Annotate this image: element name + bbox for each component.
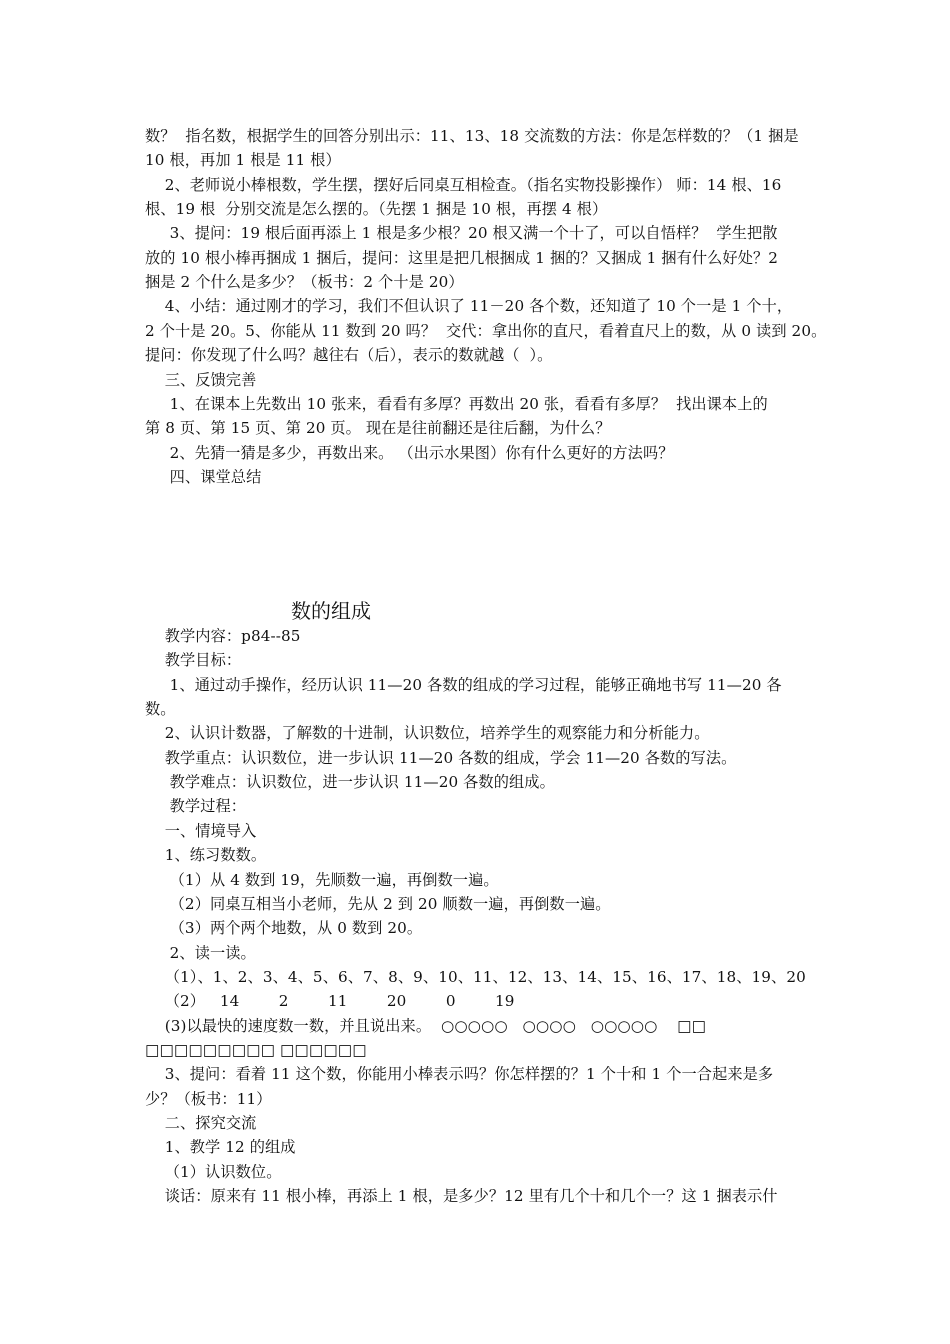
- text-line: (3)以最快的速度数一数，并且说出来。 ○○○○○ ○○○○ ○○○○○ □□: [145, 1016, 707, 1035]
- text-line: 三、反馈完善: [145, 370, 257, 389]
- text-line: 4、小结：通过刚才的学习，我们不但认识了 11－20 各个数，还知道了 10 个一是 1 个十，: [145, 297, 793, 316]
- text-line: 1、在课本上先数出 10 张来，看看有多厚？再数出 20 张，看看有多厚？ 找出课本上的: [145, 394, 768, 413]
- text-line: □□□□□□□□□ □□□□□□: [145, 1040, 367, 1059]
- text-line: 1、练习数数。: [145, 846, 267, 865]
- text-line: 二、探究交流: [145, 1114, 257, 1132]
- text-line: 放的 10 根小棒再捆成 1 捆后，提问：这里是把几根捆成 1 捆的？又捆成 1 捆有什么好处？2: [145, 248, 779, 267]
- section-title: 数的组成: [291, 599, 371, 623]
- text-line: 谈话：原来有 11 根小棒，再添上 1 根，是多少？12 里有几个十和几个一？这 1 捆表示什: [145, 1187, 778, 1206]
- text-line: 教学过程：: [145, 797, 247, 816]
- text-line: 3、提问：看着 11 这个数，你能用小棒表示吗？你怎样摆的？1 个十和 1 个一合起来是多: [145, 1065, 774, 1084]
- text-line: 教学目标：: [145, 651, 242, 670]
- text-line: 教学重点：认识数位，进一步认识 11—20 各数的组成，学会 11—20 各数的写法。: [145, 748, 737, 767]
- text-line: 10 根，再加 1 根是 11 根）: [145, 151, 341, 170]
- text-line: 提问：你发现了什么吗？越往右（后），表示的数就越（ ）。: [145, 346, 553, 365]
- text-line: （1）认识数位。: [145, 1162, 282, 1181]
- text-line: 教学内容：p84--85: [145, 627, 301, 645]
- text-line: （3）两个两个地数，从 0 数到 20。: [145, 919, 423, 938]
- text-line: 3、提问：19 根后面再添上 1 根是多少根？20 根又满一个十了，可以自悟样？ 学生把散: [145, 224, 778, 243]
- text-line: 1、教学 12 的组成: [145, 1138, 296, 1157]
- text-line: 2、认识计数器，了解数的十进制，认识数位，培养学生的观察能力和分析能力。: [145, 724, 710, 743]
- text-line: （2）同桌互相当小老师，先从 2 到 20 顺数一遍，再倒数一遍。: [145, 894, 611, 913]
- text-line: 教学难点：认识数位，进一步认识 11—20 各数的组成。: [145, 773, 555, 792]
- text-line: 2、先猜一猜是多少，再数出来。 （出示水果图）你有什么更好的方法吗？: [145, 443, 674, 462]
- text-line: 数？ 指名数，根据学生的回答分别出示：11、13、18 交流数的方法：你是怎样数的？（1 捆是: [145, 127, 799, 145]
- text-line: 2、读一读。: [145, 943, 256, 962]
- text-line: 少？（板书：11）: [145, 1089, 272, 1108]
- text-line: （2） 14 2 11 20 0 19: [145, 992, 515, 1011]
- text-line: 2 个十是 20。5、你能从 11 数到 20 吗？ 交代：拿出你的直尺，看着直尺上的数，从 0 读到 20。: [145, 321, 827, 340]
- text-line: 捆是 2 个什么是多少？（板书：2 个十是 20）: [145, 273, 464, 292]
- text-line: 1、通过动手操作，经历认识 11—20 各数的组成的学习过程，能够正确地书写 11—20 各: [145, 675, 782, 694]
- text-line: 一、情境导入: [145, 821, 257, 840]
- text-line: 四、课堂总结: [145, 467, 262, 486]
- text-line: 第 8 页、第 15 页、第 20 页。 现在是往前翻还是往后翻，为什么？: [145, 419, 611, 438]
- text-line: 数。: [145, 700, 176, 719]
- text-line: 根、19 根 分别交流是怎么摆的。（先摆 1 捆是 10 根，再摆 4 根）: [145, 200, 608, 219]
- text-line: （1）、1、2、3、4、5、6、7、8、9、10、11、12、13、14、15、16、17、18、19、20: [145, 967, 806, 986]
- text-line: （1）从 4 数到 19，先顺数一遍，再倒数一遍。: [145, 870, 499, 889]
- text-line: 2、老师说小棒根数，学生摆，摆好后同桌互相检查。（指名实物投影操作） 师：14 根、16: [145, 175, 782, 194]
